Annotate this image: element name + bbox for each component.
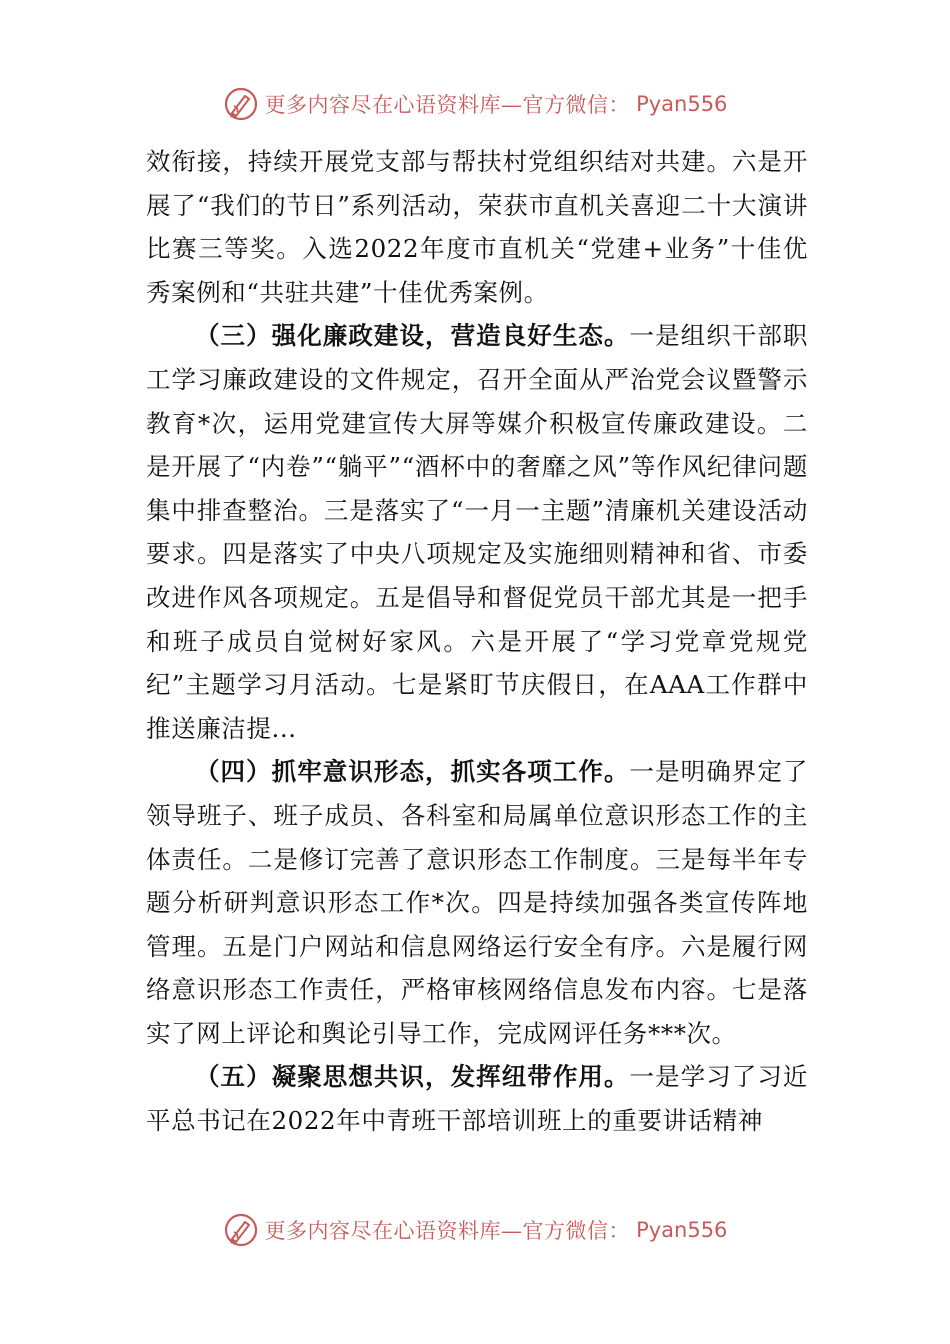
paragraph-section-4 [146,750,808,1055]
footer-watermark [0,1208,950,1252]
watermark-text: 更多内容尽在心语资料库—官方微信： [264,93,631,117]
paragraph-text: 一是学习了习近平总书记在2022年中青班干部培训班上的重要讲话精神 [146,1062,808,1136]
pen-logo-icon [223,86,259,122]
watermark-text: 更多内容尽在心语资料库—官方微信： [264,1219,631,1243]
paragraph-text: 一是组织干部职工学习廉政建设的文件规定，召开全面从严治党会议暨警示教育*次，运用党建宣传大屏等媒介积极宣传廉政建设。二是开展了“内卷”“躺平”“酒杯中的奢靡之风”等作风纪律问题集中排查整治。三是落实了“一月一主题”清廉机关建设活动要求。四是落实了中央八项规定及实施细则精神和省、市委改进作风各项规定。五是倡导和督促党员干部尤其是一把手和班子成员自觉树好家风。六是开展了“学习党章党规党纪”主题学习月活动。七是紧盯节庆假日，在AAA工作群中推送廉洁提... [146,321,808,743]
paragraph-section-3 [146,314,808,750]
header-watermark [0,82,950,126]
section-heading: （三）强化廉政建设，营造良好生态。 [195,321,630,351]
document-body [146,140,808,1143]
paragraph-text: 效衔接，持续开展党支部与帮扶村党组织结对共建。六是开展了“我们的节日”系列活动，荣获市直机关喜迎二十大演讲比赛三等奖。入选2022年度市直机关“党建+业务”十佳优秀案例和“共驻共建”十佳优秀案例。 [146,147,808,307]
pen-logo-icon [223,1212,259,1248]
paragraph-text: 一是明确界定了领导班子、班子成员、各科室和局属单位意识形态工作的主体责任。二是修订完善了意识形态工作制度。三是每半年专题分析研判意识形态工作*次。四是持续加强各类宣传阵地管理。五是门户网站和信息网络运行安全有序。六是履行网络意识形态工作责任，严格审核网络信息发布内容。七是落实了网上评论和舆论引导工作，完成网评任务***次。 [146,757,808,1048]
section-heading: （五）凝聚思想共识，发挥纽带作用。 [195,1062,630,1092]
paragraph-section-5 [146,1055,808,1142]
watermark-account: Pyan556 [636,1218,728,1242]
paragraph-continued [146,140,808,314]
section-heading: （四）抓牢意识形态，抓实各项工作。 [195,757,630,787]
watermark-account: Pyan556 [636,92,728,116]
